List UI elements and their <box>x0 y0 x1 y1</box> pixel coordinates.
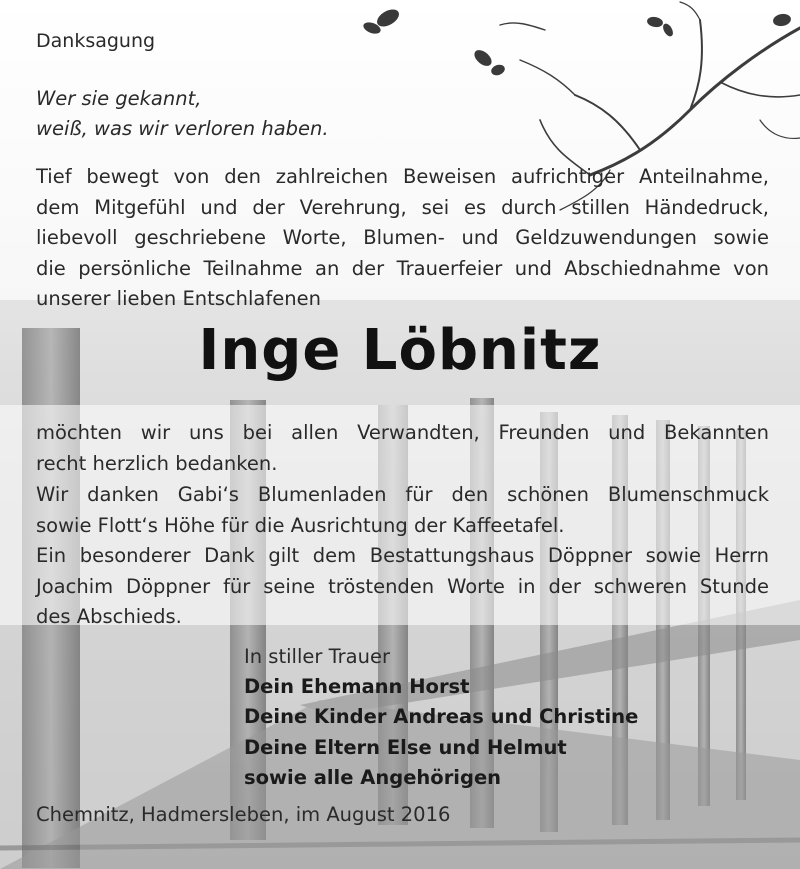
paragraph-line: Tief bewegt von den zahlreichen Beweisen aufrichtiger Anteilnahme, <box>36 165 769 188</box>
paragraph-line: Joachim Döppner für seine tröstenden Worte in der schweren Stunde <box>36 574 769 598</box>
paragraph-line: möchten wir uns bei allen Verwandten, Freunden und Bekannten <box>36 421 769 444</box>
thanks-paragraph <box>36 418 769 479</box>
signature-intro: In stiller Trauer <box>244 645 390 668</box>
signature-name: Deine Kinder Andreas und Christine <box>244 705 639 729</box>
paragraph-line: Wir danken Gabi‘s Blumenladen für den schönen Blumenschmuck <box>36 483 769 506</box>
motto-line: weiß, was wir verloren haben. <box>36 117 329 140</box>
paragraph-line: dem Mitgefühl und der Verehrung, sei es durch stillen Händedruck, <box>36 195 769 219</box>
paragraph-line: Ein besonderer Dank gilt dem Bestattungshaus Döppner sowie Herrn <box>36 544 769 567</box>
paragraph-line: recht herzlich bedanken. <box>36 451 278 475</box>
page-title: Danksagung <box>36 30 156 52</box>
paragraph-line: des Abschieds. <box>36 605 182 629</box>
funeral-home-paragraph <box>36 541 769 633</box>
signature-name: Dein Ehemann Horst <box>244 675 470 699</box>
deceased-name: Inge Löbnitz <box>198 318 602 383</box>
flowers-paragraph <box>36 480 769 541</box>
paragraph-line: die persönliche Teilnahme an der Trauerfeier und Abschiednahme von <box>36 256 769 280</box>
signature-name: Deine Eltern Else und Helmut <box>244 735 567 759</box>
signature-block <box>244 642 638 793</box>
paragraph-line: liebevoll geschriebene Worte, Blumen- und Geldzuwendungen sowie <box>36 226 769 250</box>
motto-quote <box>36 84 329 144</box>
paragraph-line: sowie Flott‘s Höhe für die Ausrichtung der Kaffeetafel. <box>36 513 565 537</box>
paragraph-line: unserer lieben Entschlafenen <box>36 287 321 311</box>
place-and-date: Chemnitz, Hadmersleben, im August 2016 <box>36 803 451 826</box>
intro-paragraph <box>36 162 769 315</box>
motto-line: Wer sie gekannt, <box>36 87 202 110</box>
signature-name: sowie alle Angehörigen <box>244 765 502 789</box>
